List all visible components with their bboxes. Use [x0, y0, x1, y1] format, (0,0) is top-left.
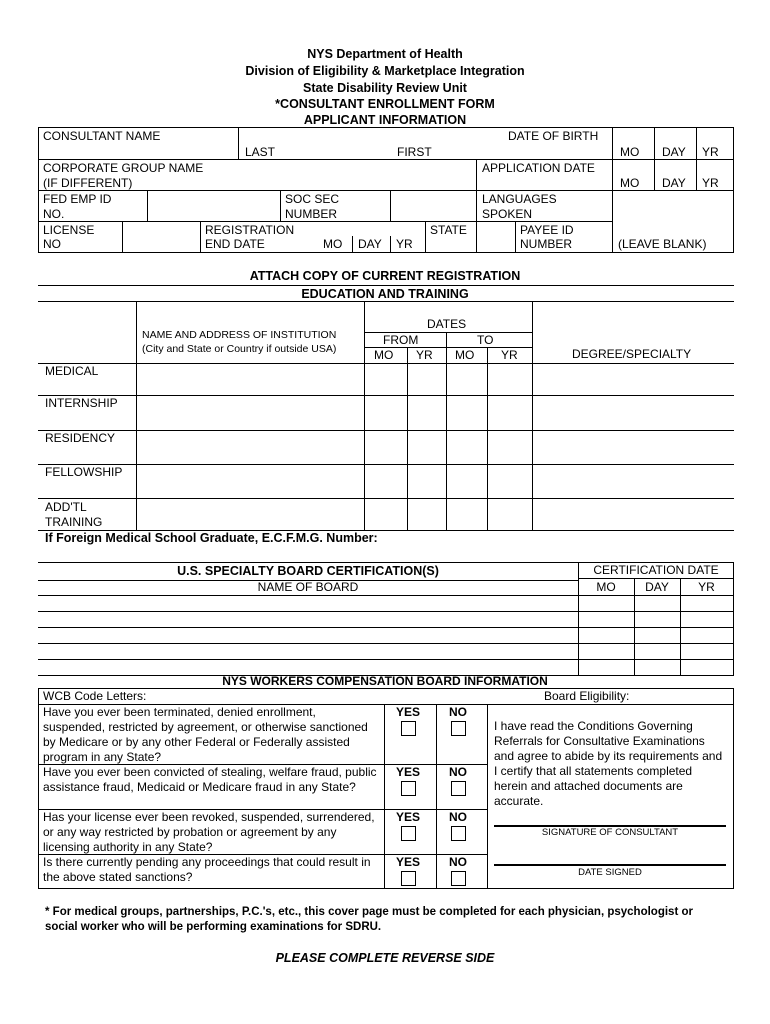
to-month-label: MO [455, 348, 475, 362]
corporate-group-label: CORPORATE GROUP NAME [43, 161, 204, 175]
end-date-label: END DATE [205, 237, 265, 251]
languages-label: LANGUAGES [482, 192, 557, 206]
q4-yes-label: YES [396, 855, 421, 869]
from-label: FROM [383, 333, 419, 347]
payee-number-label: NUMBER [520, 237, 573, 251]
q1-no-checkbox[interactable] [451, 721, 466, 736]
row-training-label: TRAINING [45, 515, 103, 529]
cert-day-label: DAY [645, 580, 669, 594]
cert-year-label: YR [698, 580, 715, 594]
row-addtl-label: ADD'TL [45, 500, 87, 514]
license-no-label: NO [43, 237, 61, 251]
consultant-name-label: CONSULTANT NAME [43, 129, 161, 143]
q4-no-label: NO [449, 855, 467, 869]
leave-blank-label: (LEAVE BLANK) [618, 237, 707, 251]
wcb-code-letters-label: WCB Code Letters: [43, 689, 147, 703]
soc-sec-number-label: NUMBER [285, 207, 338, 221]
board-eligibility-label: Board Eligibility: [544, 689, 630, 703]
to-label: TO [477, 333, 494, 347]
attach-registration-note: ATTACH COPY OF CURRENT REGISTRATION [249, 269, 521, 283]
state-label: STATE [430, 223, 467, 237]
division-title: Division of Eligibility & Marketplace Integration [245, 64, 525, 78]
question-convicted: Have you ever been convicted of stealing, welfare fraud, public assistance fraud, Medicaid or Medicare fraud in any State? [43, 765, 377, 794]
q2-no-label: NO [449, 765, 467, 779]
from-year-label: YR [416, 348, 433, 362]
signature-label: SIGNATURE OF CONSULTANT [541, 827, 679, 838]
dob-year-label: YR [702, 145, 719, 159]
reverse-side-note: PLEASE COMPLETE REVERSE SIDE [275, 951, 495, 965]
cert-month-label: MO [596, 580, 616, 594]
institution-label: NAME AND ADDRESS OF INSTITUTION [142, 329, 337, 341]
from-month-label: MO [374, 348, 394, 362]
app-month-label: MO [620, 176, 640, 190]
app-day-label: DAY [662, 176, 686, 190]
dob-day-label: DAY [662, 145, 686, 159]
q3-no-checkbox[interactable] [451, 826, 466, 841]
specialty-board-title: U.S. SPECIALTY BOARD CERTIFICATION(S) [177, 564, 439, 578]
q1-yes-checkbox[interactable] [401, 721, 416, 736]
dates-label: DATES [427, 317, 467, 331]
fed-emp-id-label: FED EMP ID [43, 192, 112, 206]
first-name-label: FIRST [397, 145, 432, 159]
row-medical-label: MEDICAL [45, 364, 99, 378]
reg-year-label: YR [396, 237, 413, 251]
institution-sublabel: (City and State or Country if outside USA) [142, 343, 337, 355]
certification-statement: I have read the Conditions Governing Referrals for Consultative Examinations and agree to abide by its requirements and I certify that all statements completed herein and attached documents are accurate. [494, 719, 723, 808]
date-of-birth-label: DATE OF BIRTH [508, 129, 599, 143]
reg-day-label: DAY [358, 237, 382, 251]
date-signed-label: DATE SIGNED [578, 867, 642, 878]
question-sanctions: Have you ever been terminated, denied enrollment, suspended, restricted by agreement, or otherwise sanctioned by Medicare or by any other Federal or Federally assisted program in any State? [43, 705, 368, 764]
spoken-label: SPOKEN [482, 207, 533, 221]
certification-date-label: CERTIFICATION DATE [593, 563, 719, 577]
question-pending: Is there currently pending any proceedings that could result in the above stated sanctions? [43, 855, 371, 884]
row-internship-label: INTERNSHIP [45, 396, 118, 410]
payee-id-label: PAYEE ID [520, 223, 574, 237]
form-title: *CONSULTANT ENROLLMENT FORM [275, 97, 495, 111]
q2-yes-checkbox[interactable] [401, 781, 416, 796]
unit-title: State Disability Review Unit [303, 81, 467, 95]
soc-sec-label: SOC SEC [285, 192, 340, 206]
reg-month-label: MO [323, 237, 343, 251]
name-of-board-label: NAME OF BOARD [257, 580, 359, 594]
row-fellowship-label: FELLOWSHIP [45, 465, 123, 479]
q2-no-checkbox[interactable] [451, 781, 466, 796]
q4-yes-checkbox[interactable] [401, 871, 416, 886]
section-title-applicant: APPLICANT INFORMATION [303, 113, 467, 127]
application-date-label: APPLICATION DATE [482, 161, 595, 175]
app-year-label: YR [702, 176, 719, 190]
to-year-label: YR [501, 348, 518, 362]
ecfmg-number-label: If Foreign Medical School Graduate, E.C.F.M.G. Number: [45, 531, 378, 545]
license-label: LICENSE [43, 223, 95, 237]
row-residency-label: RESIDENCY [45, 431, 116, 445]
fed-emp-no-label: NO. [43, 207, 65, 221]
if-different-label: (IF DIFFERENT) [43, 176, 133, 190]
footnote: * For medical groups, partnerships, P.C.'s, etc., this cover page must be completed for each physician, psychologist or social worker who will be performing examinations for SDRU. [45, 906, 693, 933]
wcb-title: NYS WORKERS COMPENSATION BOARD INFORMATION [222, 674, 548, 688]
section-title-education: EDUCATION AND TRAINING [301, 287, 469, 301]
degree-label: DEGREE/SPECIALTY [572, 347, 692, 361]
q3-yes-checkbox[interactable] [401, 826, 416, 841]
q3-no-label: NO [449, 810, 467, 824]
q2-yes-label: YES [396, 765, 421, 779]
agency-title: NYS Department of Health [307, 47, 463, 61]
question-license: Has your license ever been revoked, suspended, surrendered, or any way restricted by probation or agreement by any licensing authority in any State? [43, 810, 375, 854]
q3-yes-label: YES [396, 810, 421, 824]
q4-no-checkbox[interactable] [451, 871, 466, 886]
last-name-label: LAST [245, 145, 276, 159]
q1-no-label: NO [449, 705, 467, 719]
dob-month-label: MO [620, 145, 640, 159]
q1-yes-label: YES [396, 705, 421, 719]
registration-label: REGISTRATION [205, 223, 295, 237]
